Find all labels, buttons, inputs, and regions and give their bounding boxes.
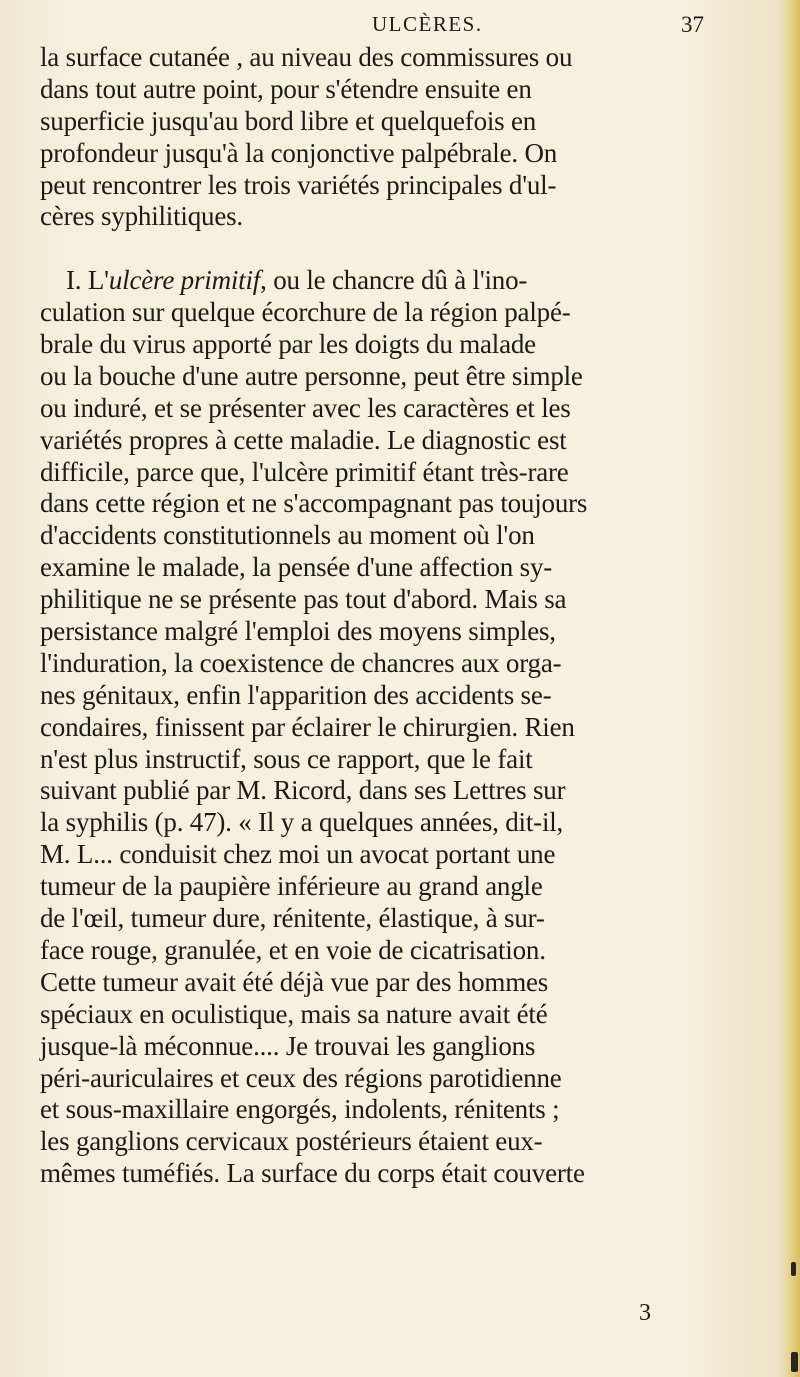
text-line-with-italic xyxy=(40,265,760,297)
line-tail: , ou le chancre dû à l'ino- xyxy=(260,265,528,296)
text-line: dans cette région et ne s'accompagnant pas toujours xyxy=(40,488,588,519)
text-line: variétés propres à cette maladie. Le diagnostic est xyxy=(40,424,567,455)
text-line: cères syphilitiques. xyxy=(40,201,243,232)
text-line: spéciaux en oculistique, mais sa nature avait été xyxy=(40,998,548,1029)
edge-mark xyxy=(791,1262,796,1276)
page-edge-shadow xyxy=(782,0,800,1377)
text-line: n'est plus instructif, sous ce rapport, que le fait xyxy=(40,743,533,774)
text-line: persistance malgré l'emploi des moyens simples, xyxy=(40,616,556,647)
text-line: tumeur de la paupière inférieure au grand angle xyxy=(40,871,543,902)
page-number: 37 xyxy=(681,12,704,37)
text-line: condaires, finissent par éclairer le chirurgien. Rien xyxy=(40,711,575,742)
edge-mark xyxy=(791,1352,798,1372)
text-line: brale du virus apporté par les doigts du malade xyxy=(40,329,536,360)
text-line: examine le malade, la pensée d'une affection sy- xyxy=(40,552,553,583)
page-header xyxy=(0,8,800,38)
text-line: nes génitaux, enfin l'apparition des accidents se- xyxy=(40,679,552,710)
text-line: face rouge, granulée, et en voie de cicatrisation. xyxy=(40,934,546,965)
text-line: d'accidents constitutionnels au moment où l'on xyxy=(40,520,535,551)
text-line: culation sur quelque écorchure de la région palpé- xyxy=(40,297,571,328)
paragraph-gap xyxy=(40,233,760,265)
text-line: profondeur jusqu'à la conjonctive palpébrale. On xyxy=(40,137,558,168)
text-line: philitique ne se présente pas tout d'abord. Mais sa xyxy=(40,584,567,615)
text-line: difficile, parce que, l'ulcère primitif étant très-rare xyxy=(40,456,569,487)
text-line: suivant publié par M. Ricord, dans ses Lettres sur xyxy=(40,775,566,806)
text-line: et sous-maxillaire engorgés, indolents, rénitents ; xyxy=(40,1094,560,1125)
text-line: les ganglions cervicaux postérieurs étaient eux- xyxy=(40,1126,543,1157)
text-line: Cette tumeur avait été déjà vue par des hommes xyxy=(40,966,549,997)
text-line: de l'œil, tumeur dure, rénitente, élastique, à sur- xyxy=(40,903,545,934)
text-line: peut rencontrer les trois variétés principales d'ul- xyxy=(40,169,557,200)
text-line: péri-auriculaires et ceux des régions parotidienne xyxy=(40,1062,562,1093)
text-line: dans tout autre point, pour s'étendre ensuite en xyxy=(40,73,532,104)
body-text xyxy=(40,42,760,1190)
text-line: M. L... conduisit chez moi un avocat portant une xyxy=(40,839,556,870)
text-line: superficie jusqu'au bord libre et quelquefois en xyxy=(40,105,537,136)
text-line: mêmes tuméfiés. La surface du corps était couverte xyxy=(40,1158,585,1189)
italic-term: ulcère primitif xyxy=(108,265,261,296)
signature-mark: 3 xyxy=(639,1300,651,1326)
text-line: ou la bouche d'une autre personne, peut être simple xyxy=(40,360,583,391)
text-line: la syphilis (p. 47). « Il y a quelques années, dit-il, xyxy=(40,807,564,838)
running-title: ULCÈRES. xyxy=(372,12,483,36)
section-number: I. L' xyxy=(66,265,109,296)
text-line: l'induration, la coexistence de chancres aux orga- xyxy=(40,647,562,678)
text-line: la surface cutanée , au niveau des commissures ou xyxy=(40,42,573,72)
text-line: ou induré, et se présenter avec les caractères et les xyxy=(40,392,571,423)
text-line: jusque-là méconnue.... Je trouvai les ganglions xyxy=(40,1030,536,1061)
